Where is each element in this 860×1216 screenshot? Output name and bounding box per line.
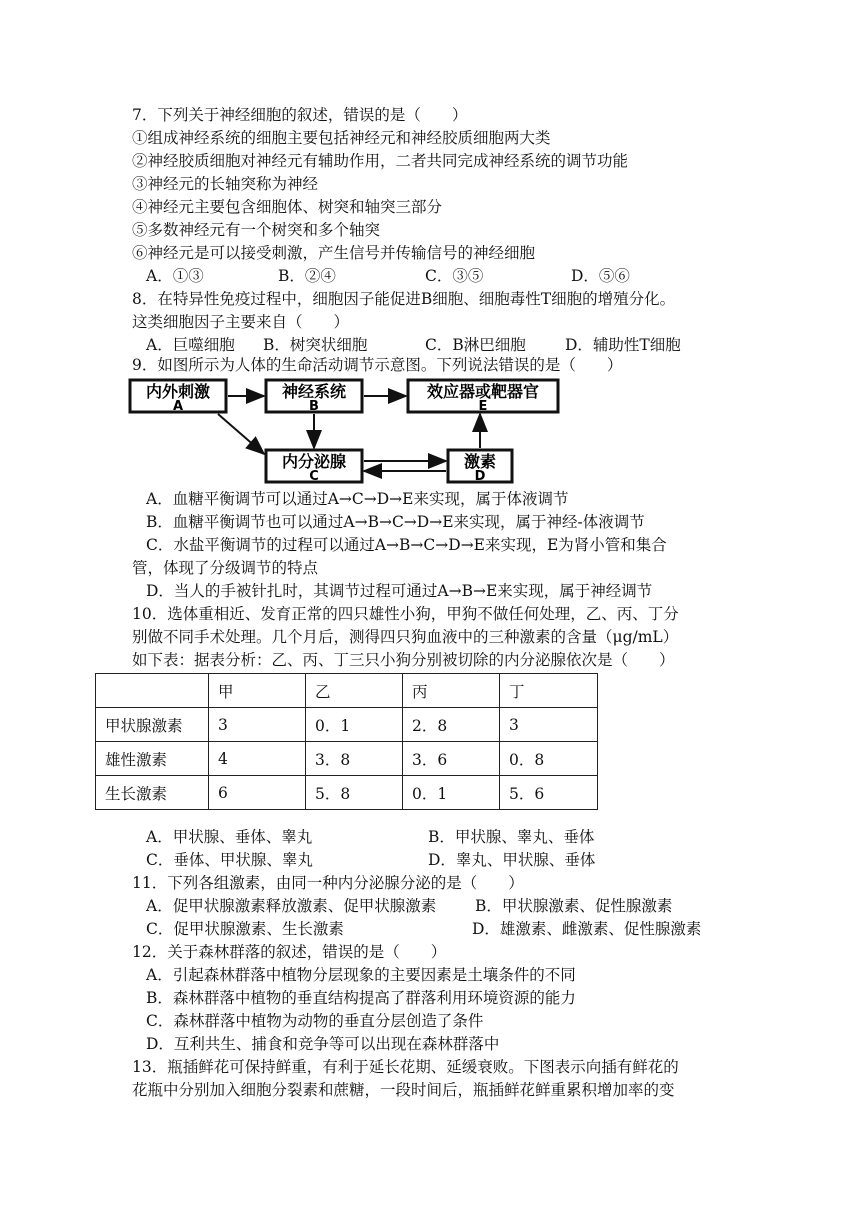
- box-a-name: 内外刺激: [145, 382, 211, 401]
- q8-stem-line2: 这类细胞因子主要来自（ ）: [132, 313, 350, 331]
- table-cell: 雄性激素: [96, 742, 209, 776]
- table-cell: 3: [500, 708, 598, 742]
- q12-option-b: B．森林群落中植物的垂直结构提高了群落利用环境资源的能力: [146, 989, 576, 1007]
- box-e: [408, 380, 558, 414]
- q7-option-b: B．②④: [278, 267, 336, 285]
- q7-statement-5: ⑤多数神经元有一个树突和多个轴突: [132, 221, 381, 239]
- q12-option-a: A．引起森林群落中植物分层现象的主要因素是土壤条件的不同: [146, 966, 576, 984]
- q7-statement-4: ④神经元主要包含细胞体、树突和轴突三部分: [132, 198, 443, 216]
- box-d-name: 激素: [463, 452, 497, 471]
- table-cell: 6: [209, 776, 306, 810]
- table-header-cell: 乙: [306, 674, 403, 708]
- q9-option-c-line2: 管，体现了分级调节的特点: [132, 559, 319, 577]
- box-e-name: 效应器或靶器官: [426, 382, 540, 401]
- table-cell: 0．8: [500, 742, 598, 776]
- box-b-letter: B: [309, 399, 319, 414]
- box-b-name: 神经系统: [281, 382, 347, 401]
- table-cell: 2．8: [403, 708, 500, 742]
- table-cell: 0．1: [403, 776, 500, 810]
- q13-stem-line2: 花瓶中分别加入细胞分裂素和蔗糖，一段时间后，瓶插鲜花鲜重累积增加率的变: [132, 1081, 675, 1099]
- table-row: [96, 708, 598, 742]
- q8-option-b: B．树突状细胞: [263, 336, 368, 354]
- box-c-name: 内分泌腺: [281, 452, 347, 471]
- table-cell: 5．8: [306, 776, 403, 810]
- box-e-letter: E: [478, 399, 488, 414]
- q10-option-a: A．甲状腺、垂体、睾丸: [146, 828, 313, 846]
- box-b: [266, 380, 362, 414]
- q8-option-c: C．B淋巴细胞: [425, 336, 526, 354]
- q8-option-a: A．巨噬细胞: [146, 336, 235, 354]
- q12-option-c: C．森林群落中植物为动物的垂直分层创造了条件: [146, 1012, 484, 1030]
- regulation-diagram: [128, 376, 568, 484]
- table-cell: 3: [209, 708, 306, 742]
- q7-statement-2: ②神经胶质细胞对神经元有辅助作用，二者共同完成神经系统的调节功能: [132, 152, 629, 170]
- q11-option-c: C．促甲状腺激素、生长激素: [146, 920, 344, 938]
- q7-option-d: D．⑤⑥: [571, 267, 630, 285]
- q9-option-d: D．当人的手被针扎时，其调节过程可通过A→B→E来实现，属于神经调节: [146, 582, 653, 600]
- table-cell: 3．8: [306, 742, 403, 776]
- q9-option-a: A．血糖平衡调节可以通过A→C→D→E来实现，属于体液调节: [146, 490, 569, 508]
- q11-option-d: D．雄激素、雌激素、促性腺激素: [472, 920, 702, 938]
- table-row: [96, 742, 598, 776]
- q10-stem-line1: 10．选体重相近、发育正常的四只雄性小狗，甲狗不做任何处理，乙、丙、丁分: [132, 605, 679, 623]
- q7-stem: 7．下列关于神经细胞的叙述，错误的是（ ）: [132, 106, 468, 124]
- table-row: [96, 776, 598, 810]
- box-d: [448, 450, 512, 484]
- box-c: [266, 450, 362, 484]
- q10-stem-line3: 如下表：据表分析：乙、丙、丁三只小狗分别被切除的内分泌腺依次是（ ）: [132, 651, 675, 669]
- q9-stem: 9．如图所示为人体的生命活动调节示意图。下列说法错误的是（ ）: [132, 356, 623, 374]
- q7-option-c: C．③⑤: [425, 267, 484, 285]
- q9-option-c-line1: C．水盐平衡调节的过程可以通过A→B→C→D→E来实现，E为肾小管和集合: [146, 536, 667, 554]
- table-cell: 5．6: [500, 776, 598, 810]
- q10-option-d: D．睾丸、甲状腺、垂体: [428, 851, 596, 869]
- table-header-cell: 丙: [403, 674, 500, 708]
- table-cell: 3．6: [403, 742, 500, 776]
- q7-statement-1: ①组成神经系统的细胞主要包括神经元和神经胶质细胞两大类: [132, 129, 551, 147]
- q12-option-d: D．互利共生、捕食和竞争等可以出现在森林群落中: [146, 1035, 500, 1053]
- arrow-a-to-c: [218, 414, 264, 454]
- box-d-letter: D: [474, 469, 486, 484]
- box-a-letter: A: [172, 399, 184, 414]
- q10-option-c: C．垂体、甲状腺、睾丸: [146, 851, 313, 869]
- table-header-row: [96, 674, 598, 708]
- table-cell: 4: [209, 742, 306, 776]
- hormone-table: [95, 673, 598, 810]
- table-cell: 甲状腺激素: [96, 708, 209, 742]
- table-cell: 生长激素: [96, 776, 209, 810]
- q11-option-a: A．促甲状腺激素释放激素、促甲状腺激素: [146, 897, 437, 915]
- q9-option-b: B．血糖平衡调节也可以通过A→B→C→D→E来实现，属于神经-体液调节: [146, 513, 645, 531]
- q11-stem: 11．下列各组激素，由同一种内分泌腺分泌的是（ ）: [132, 874, 524, 892]
- table-header-cell: 丁: [500, 674, 598, 708]
- box-c-letter: C: [309, 469, 319, 484]
- box-a: [130, 380, 226, 414]
- q7-statement-6: ⑥神经元是可以接受刺激，产生信号并传输信号的神经细胞: [132, 244, 536, 262]
- q8-stem-line1: 8．在特异性免疫过程中，细胞因子能促进B细胞、细胞毒性T细胞的增殖分化。: [132, 290, 676, 308]
- q11-option-b: B．甲状腺激素、促性腺激素: [475, 897, 673, 915]
- q12-stem: 12．关于森林群落的叙述，错误的是（ ）: [132, 943, 447, 961]
- q8-option-d: D．辅助性T细胞: [565, 336, 681, 354]
- table-header-cell: [96, 674, 209, 708]
- q13-stem-line1: 13．瓶插鲜花可保持鲜重，有利于延长花期、延缓衰败。下图表示向插有鲜花的: [132, 1058, 679, 1076]
- q10-option-b: B．甲状腺、睾丸、垂体: [428, 828, 595, 846]
- table-header-cell: 甲: [209, 674, 306, 708]
- q10-stem-line2: 别做不同手术处理。几个月后，测得四只狗血液中的三种激素的含量（μg/mL）: [132, 628, 679, 646]
- q7-statement-3: ③神经元的长轴突称为神经: [132, 175, 319, 193]
- table-cell: 0．1: [306, 708, 403, 742]
- q7-option-a: A．①③: [146, 267, 204, 285]
